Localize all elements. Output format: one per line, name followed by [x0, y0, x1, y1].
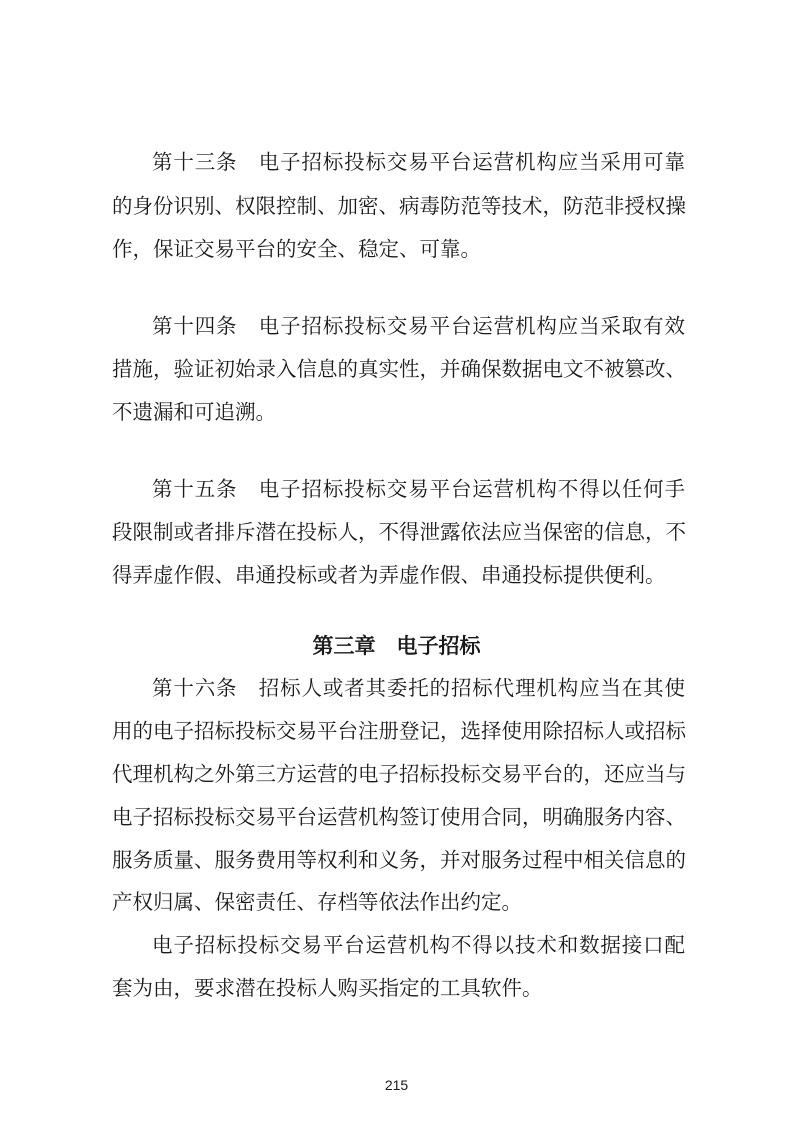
article-16-para-2-line-1: 电子招标投标交易平台运营机构不得以技术和数据接口配	[152, 933, 685, 957]
chapter-heading: 第三章 电子招标	[312, 634, 481, 658]
article-16-para-2-line-2: 套为由，要求潜在投标人购买指定的工具软件。	[112, 976, 543, 1000]
article-16-line-6: 产权归属、保密责任、存档等依法作出约定。	[112, 890, 522, 914]
article-13-line-1: 第十三条 电子招标投标交易平台运营机构应当采用可靠	[152, 150, 685, 174]
article-16-line-5: 服务质量、服务费用等权利和义务，并对服务过程中相关信息的	[112, 848, 686, 872]
article-15-line-2: 段限制或者排斥潜在投标人，不得泄露依法应当保密的信息，不	[112, 520, 686, 544]
article-16-line-1: 第十六条 招标人或者其委托的招标代理机构应当在其使	[152, 676, 685, 700]
article-16-line-4: 电子招标投标交易平台运营机构签订使用合同，明确服务内容、	[112, 805, 686, 829]
page-number: 215	[384, 1077, 409, 1093]
article-13-line-3: 作，保证交易平台的安全、稳定、可靠。	[112, 237, 481, 261]
article-13-line-2: 的身份识别、权限控制、加密、病毒防范等技术，防范非授权操	[112, 194, 686, 218]
article-15-line-1: 第十五条 电子招标投标交易平台运营机构不得以任何手	[152, 477, 685, 501]
article-15-line-3: 得弄虚作假、串通投标或者为弄虚作假、串通投标提供便利。	[112, 563, 666, 587]
article-14-line-2: 措施，验证初始录入信息的真实性，并确保数据电文不被篡改、	[112, 357, 686, 381]
article-14-line-3: 不遗漏和可追溯。	[112, 400, 276, 424]
article-16-line-2: 用的电子招标投标交易平台注册登记，选择使用除招标人或招标	[112, 719, 686, 743]
article-16-line-3: 代理机构之外第三方运营的电子招标投标交易平台的，还应当与	[112, 762, 686, 786]
article-14-line-1: 第十四条 电子招标投标交易平台运营机构应当采取有效	[152, 314, 685, 338]
